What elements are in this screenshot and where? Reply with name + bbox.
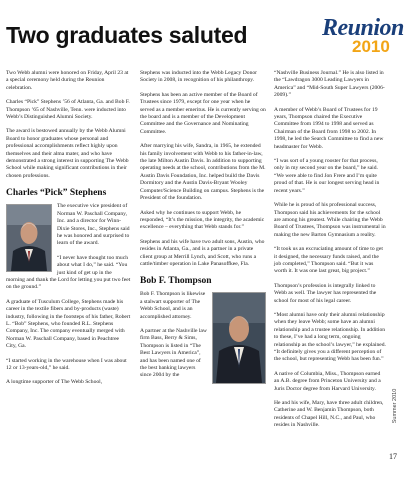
- paragraph: The executive vice president of Norman W. Paschall Company, Inc. and a director for Winn-Dixie Stores, Inc., Stephens said he was honored and surprised to learn of the award.: [57, 203, 130, 247]
- logo-word: Reunion: [322, 15, 404, 41]
- article-column-1: [6, 70, 131, 394]
- paragraph: “I was sort of a young rooster for that process, only in my second year on the board,” he said. “We were able to find Jon Frere and I’m quite proud of that. He is our longest serving head in recent years.”: [274, 158, 380, 194]
- issue-text: Summer 2010: [392, 388, 398, 424]
- paragraph: While he is proud of his professional success, Thompson said his achievements for the school are among his greatest. While chairing the Webb Board of Trustees, Thompson was instrumental in making the new Barton Gymnasium a reality.: [274, 202, 386, 238]
- page-number: 17: [389, 452, 397, 461]
- paragraph: “Most alumni have only their alumni relationship when they leave Webb; some have an alumni relationship and a trustee relationship. In addition to these, I’ve had a long term, ongoing relationship as the school’s lawyer,” he explained. “It definitely gives you a different perception of the school, but representing Webb has been fun.”: [274, 311, 386, 363]
- paragraph: “I never have thought too much about what I do,” he said. “You just kind of get up in the morning and thank the Lord for letting you put two feet on the ground.”: [6, 254, 131, 291]
- paragraph: “I started working in the warehouse when I was about 12 or 13-years-old,” he said.: [6, 357, 127, 371]
- paragraph: A native of Columbia, Miss., Thompson earned an A.B. degree from Princeton University and a Juris Doctor degree from Harvard University.: [274, 370, 381, 392]
- paragraph: “It took us an excruciating amount of time to get it designed, the necessary funds raised, and the job completed,” Thompson said. “But it was worth it. It was one last great, big project.”: [274, 246, 383, 275]
- article-column-2: [140, 70, 266, 387]
- paragraph: Stephens and his wife have two adult sons, Austin, who resides in Atlanta, Ga., and is a partner in a private client group at Merrill Lynch, and Scott, who runs a cattle/timber operation in Lake Panasoffkee, Fla.: [140, 238, 265, 267]
- paragraph: Charles “Pick” Stephens ’56 of Atlanta, Ga. and Bob F. Thompson ’65 of Nashville, Tenn. were inducted into Webb’s Distinguished Alumni Society.: [6, 99, 130, 121]
- paragraph: A graduate of Tusculum College, Stephens made his career in the textile fibers and by-products (waste) industry, following in the footsteps of his father, Robert L. “Bob” Stephens, who founded R.L. Stephens Company, Inc. The company eventually merged with Norman W. Paschall Company, based in Peachtree City, Ga.: [6, 298, 131, 350]
- paragraph: Two Webb alumni were honored on Friday, April 23 at a special ceremony held during the Reunion celebration.: [6, 70, 129, 91]
- article-column-3: [274, 70, 386, 437]
- paragraph: Stephens was inducted into the Webb Legacy Donor Society in 2008, in recognition of his philanthropy.: [140, 70, 258, 84]
- paragraph: A partner at the Nashville law firm Bass, Berry & Sims, Thompson is listed in “The Best Lawyers in America”, and has been named one of the best banking lawyers since 2004 by the: [140, 327, 207, 379]
- logo-year: 2010: [352, 37, 390, 56]
- paragraph: He and his wife, Mary, have three adult children, Catherine and W. Benjamin Thompson, both residents of Chapel Hill, N.C., and Paul, who resides in Nashville.: [274, 400, 384, 429]
- paragraph: The award is bestowed annually by the Webb Alumni Board to honor graduates whose personal and professional accomplishments reflect highly upon themselves and their alma mater, and who have demonstrated a strong interest in supporting The Webb School while making significant contributions in their chosen professions.: [6, 128, 129, 179]
- paragraph: Thompson’s profession is integrally linked to Webb as well. The lawyer has represented the school for most of his legal career.: [274, 282, 377, 304]
- paragraph: After marrying his wife, Sandra, in 1965, he extended his family involvement with Webb to his father-in-law, the late Milton Austin Davis. In addition to supporting operating needs at the school, contributions from the M. Austin Davis Foundation, Inc. helped build the Davis Dormitory and the Austin Davis-Bryant Wooley Computer/Science Building on campus. Stephens is the President of the foundation.: [140, 143, 266, 202]
- stephens-portrait-photo: [6, 204, 52, 272]
- section-heading-thompson: Bob F. Thompson: [140, 276, 212, 287]
- paragraph: Bob F. Thompson is likewise a stalwart supporter of The Webb School, and is an accomplished attorney.: [140, 291, 206, 320]
- issue-label: [389, 378, 401, 438]
- section-heading-stephens: Charles “Pick” Stephens: [6, 188, 107, 199]
- reunion-2010-logo: [322, 15, 404, 63]
- thompson-portrait-photo: [212, 292, 266, 384]
- paragraph: “Nashville Business Journal.” He is also listed in the “Lawdragon 3000 Leading Lawyers in America” and “Mid-South Super Lawyers (2006-2009).”: [274, 70, 385, 99]
- paragraph: A longtime supporter of The Webb School,: [6, 379, 103, 386]
- paragraph: A member of Webb’s Board of Trustees for 19 years, Thompson chaired the Executive Committee from 1994 to 1998 and served as Chairman of the Board from 1998 to 2002. In 1998, he led the Search Committee to find a new headmaster for Webb.: [274, 106, 384, 150]
- article-title: Two graduates saluted: [6, 22, 248, 48]
- paragraph: Asked why he continues to support Webb, he responded, “It’s the mission, the integrity, the academic excellence – everything that Webb stands for.”: [140, 209, 265, 231]
- paragraph: Stephens has been an active member of the Board of Trustees since 1979, except for one year when he served as a member emeritus. He is currently serving on the board and is a member of the Development Committee and the Governance and Nominating Committee.: [140, 91, 266, 135]
